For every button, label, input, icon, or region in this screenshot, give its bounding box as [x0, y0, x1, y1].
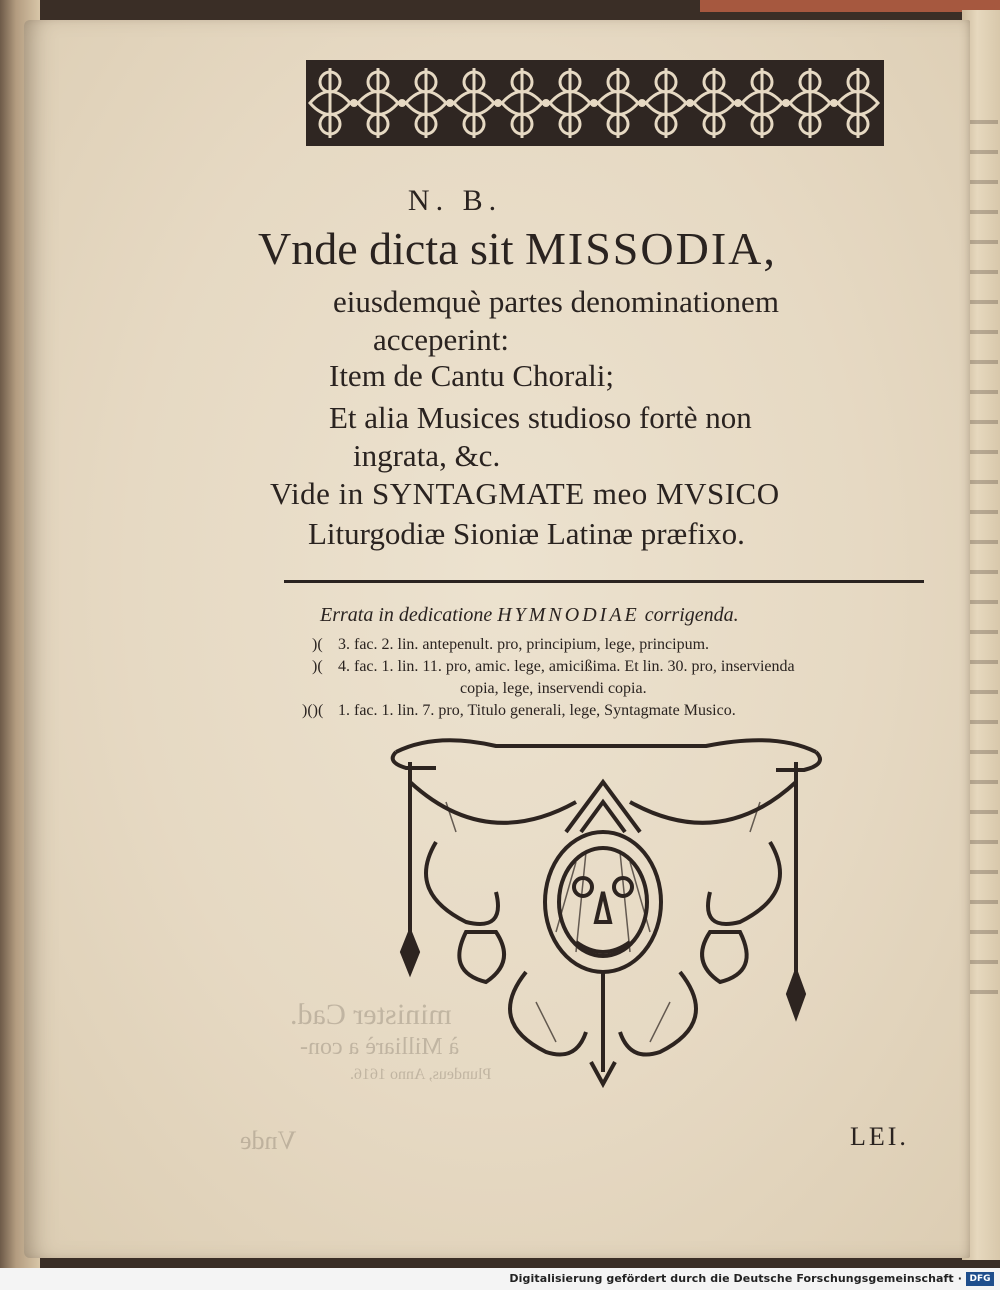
footer-credit-text: Digitalisierung gefördert durch die Deutsche Forschungsgemeinschaft · — [509, 1272, 962, 1285]
book-cover-edge — [700, 0, 1000, 12]
title-line-4: Item de Cantu Chorali; — [329, 358, 614, 393]
errata-row-text: 1. fac. 1. lin. 7. pro, Titulo generali, lege, Syntagmate Musico. — [338, 702, 736, 719]
errata-row — [302, 702, 736, 720]
bleed-through-text: Plundeus, Anno 1616. — [350, 1066, 492, 1083]
errata-row-text: 4. fac. 1. lin. 11. pro, amic. lege, amicißima. Et lin. 30. pro, inservienda — [338, 658, 795, 675]
catchword: LEI. — [850, 1122, 909, 1151]
title-line-7: Vide in SYNTAGMATE meo MVSICO — [270, 476, 780, 511]
title-line-2: eiusdemquè partes denominationem — [333, 284, 779, 319]
errata-signature-mark: )( — [312, 636, 323, 653]
errata-title-lead: Errata in dedicatione — [320, 604, 498, 626]
bleed-through-text: à Milliarè a con- — [300, 1034, 460, 1060]
title-line-5: Et alia Musices studioso fortè non — [329, 400, 752, 435]
errata-signature-mark: )()( — [302, 702, 324, 719]
title-line-1-lead: Vnde dicta sit — [258, 223, 525, 274]
title-line-6: ingrata, &c. — [353, 438, 501, 473]
errata-title — [320, 604, 739, 627]
dfg-logo: DFG — [966, 1272, 994, 1286]
errata-title-caps: HYMNODIAE — [497, 604, 640, 626]
nota-bene-heading: N. B. — [407, 184, 503, 217]
errata-row — [312, 658, 795, 676]
errata-title-tail: corrigenda. — [639, 604, 739, 626]
horizontal-rule — [284, 580, 924, 583]
bleed-through-text: Vnde — [240, 1126, 297, 1155]
errata-row-continuation — [460, 680, 647, 698]
grotesque-mask-vignette-icon — [376, 722, 830, 1092]
errata-row-text: copia, lege, inservendi copia. — [460, 680, 647, 697]
ornament-band-icon — [306, 60, 884, 146]
errata-row-text: 3. fac. 2. lin. antepenult. pro, principium, lege, principum. — [338, 636, 710, 653]
title-line-3: acceperint: — [373, 322, 509, 357]
footer-bar — [0, 1268, 1000, 1290]
bleed-through-text: minister Cad. — [290, 998, 452, 1031]
title-line-8: Liturgodiæ Sioniæ Latinæ præfixo. — [308, 516, 745, 551]
errata-row — [312, 636, 709, 654]
title-line-1-caps: MISSODIA, — [525, 223, 777, 274]
title-line-1 — [258, 222, 777, 275]
errata-signature-mark: )( — [312, 658, 323, 675]
facing-page-text-bleed — [968, 120, 998, 1020]
